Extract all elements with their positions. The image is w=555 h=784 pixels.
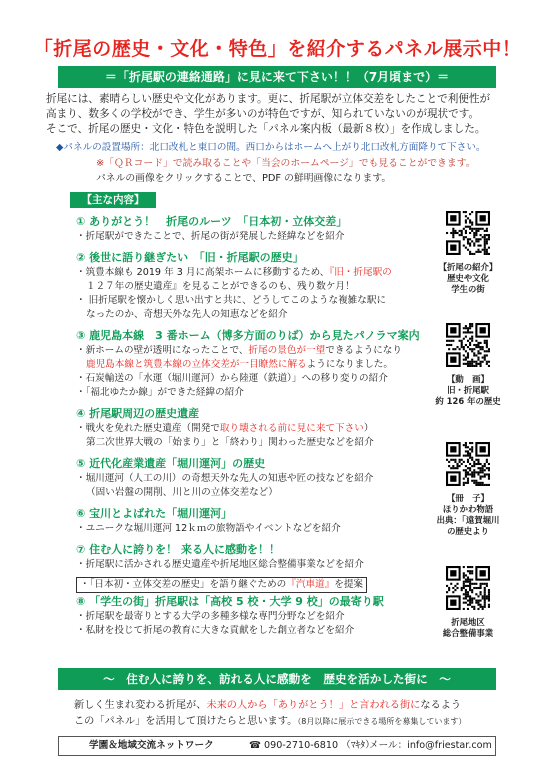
caption-line: 【動 画】 bbox=[447, 374, 489, 384]
closing-highlight: 未来の人から「ありがとう！」と言われる街に bbox=[206, 700, 421, 711]
qr-note bbox=[96, 156, 476, 186]
top-banner: ＝「折尾駅の連絡通路」に見に来て下さい！！（7月頃まで）＝ bbox=[58, 66, 496, 88]
list-item bbox=[76, 542, 367, 593]
item-text: を提案 bbox=[334, 579, 364, 590]
section-heading: 【主な内容】 bbox=[70, 192, 156, 208]
caption-line: ほりかわ物語 bbox=[442, 504, 494, 514]
item-heading: ⑤ 近代化産業遺産「堀川運河」の歴史 bbox=[76, 457, 266, 470]
caption-line: 総合整備事業 bbox=[442, 628, 494, 638]
list-item bbox=[76, 456, 373, 500]
item-heading: ④ 折尾駅周辺の歴史遺産 bbox=[76, 407, 200, 420]
caption-line: 歴史や文化 bbox=[447, 273, 489, 283]
intro-line: そこで、折尾の歴史・文化・特色を説明した「パネル案内板（最新８枚）」を作成しました。 bbox=[46, 123, 486, 135]
intro-line: 高まり、数多くの学校ができ、学生が多いのが特色ですが、知られていないのが現状です。 bbox=[46, 108, 480, 120]
intro-line: 折尾には、素晴らしい歴史や文化があります。更に、折尾駅が立体交差をしたことで利便性が bbox=[46, 93, 491, 105]
closing-line bbox=[74, 714, 466, 730]
qr-caption bbox=[418, 374, 518, 407]
caption-line: 折尾地区 bbox=[451, 617, 485, 627]
list-item bbox=[76, 594, 384, 638]
item-heading: ⑥ 宝川とよばれた「堀川運河」 bbox=[76, 507, 233, 520]
item-line: なったのか、奇想天外な先人の知恵などを紹介 bbox=[86, 309, 288, 320]
location-notice bbox=[56, 139, 486, 153]
qr-code-icon[interactable] bbox=[446, 211, 490, 255]
item-line bbox=[76, 358, 420, 372]
closing-text-part: なるよう bbox=[420, 700, 462, 711]
qr-caption bbox=[418, 493, 518, 537]
item-text: ・戦火を免れた歴史遺産（開発で bbox=[76, 423, 220, 434]
list-item bbox=[76, 214, 347, 244]
item-highlight: 『汽車道』 bbox=[286, 579, 335, 590]
qr-note-line: ※「ＱＲコード」で読み取ることや「当会のホームページ」でも見ることができます。 bbox=[96, 158, 476, 169]
item-line: ・折尾駅を最寄りとする大学の多種多様な専門分野などを紹介 bbox=[76, 611, 345, 622]
list-item bbox=[76, 406, 374, 450]
item-line bbox=[76, 422, 374, 436]
page-title: 「折尾の歴史・文化・特色」を紹介するパネル展示中！ bbox=[33, 38, 522, 60]
item-highlight: 折尾の景色が一望 bbox=[248, 345, 326, 356]
list-item bbox=[76, 506, 341, 536]
closing-note: （8月以降に展示できる場所を募集しています） bbox=[297, 717, 467, 726]
qr-caption bbox=[418, 262, 518, 295]
item-line: 第二次世界大戦の「始まり」と「終わり」関わった歴史などを紹介 bbox=[86, 437, 374, 448]
item-line: ・「福北ゆたか線」ができた経緯の紹介 bbox=[76, 387, 244, 398]
caption-line: 【折尾の紹介】 bbox=[438, 262, 498, 272]
item-heading: ③ 鹿児島本線 3 番ホーム（博多方面のりば）から見たパノラマ案内 bbox=[76, 329, 420, 342]
item-line: ・ユニークな堀川運河 12ｋｍの旅物語やイベントなどを紹介 bbox=[76, 523, 341, 534]
item-heading: ⑦ 住む人に誇りを！ 来る人に感動を！！ bbox=[76, 543, 280, 556]
item-line bbox=[76, 344, 420, 358]
list-item bbox=[76, 250, 392, 322]
item-highlight: 鹿児島本線と筑豊本線の立体交差が一目瞭然に解る bbox=[86, 359, 307, 370]
diamond-icon: ◆ bbox=[56, 142, 64, 153]
item-highlight: 取り壊される前に見に来て下さい bbox=[219, 423, 364, 434]
qr-code-icon[interactable] bbox=[446, 566, 490, 610]
phone-number[interactable]: ☎ 090-2710-6810 （ﾏｷﾀ） bbox=[249, 740, 375, 751]
closing-line bbox=[74, 698, 466, 714]
item-line bbox=[76, 266, 392, 280]
caption-line: 旧・折尾駅 bbox=[447, 385, 489, 395]
qr-note-line: パネルの画像をクリックすることで、PDF の鮮明画像になります。 bbox=[96, 173, 392, 184]
caption-line: 約 126 年の歴史 bbox=[435, 396, 501, 406]
intro-text bbox=[46, 92, 518, 137]
notice-text: パネルの設置場所：北口改札と東口の間。西口からはホームへ上がり北口改札方面降りて下さい。 bbox=[63, 142, 486, 153]
list-item bbox=[76, 328, 420, 400]
caption-line: 出典：「遠賀堀川 bbox=[436, 515, 500, 525]
item-heading: ⑧ 「学生の街」折尾駅は「高校 5 校・大学 9 校」の最寄り駅 bbox=[76, 595, 384, 608]
item-line: ・堀川運河（人工の川）の奇想天外な先人の知恵や匠の技などを紹介 bbox=[76, 473, 374, 484]
email-address[interactable]: メール：info@friestar.com bbox=[369, 740, 492, 751]
item-text: できるようになり bbox=[325, 345, 402, 356]
qr-caption bbox=[418, 617, 518, 639]
item-line: ・ 旧折尾駅を懐かしく思い出すと共に、どうしてこのような複雑な駅に bbox=[76, 295, 387, 306]
qr-code-icon[interactable] bbox=[446, 442, 490, 486]
item-line bbox=[76, 577, 367, 593]
item-heading: ② 後世に語り継ぎたい 「旧・折尾駅の歴史」 bbox=[76, 251, 304, 264]
closing-text bbox=[74, 698, 466, 730]
item-text: ・筑豊本線も 2019 年 3 月に高架ホームに移動するため、 bbox=[76, 267, 330, 278]
item-text: ） bbox=[363, 423, 374, 434]
item-text: ようになりました。 bbox=[306, 359, 393, 370]
closing-text-part: この「パネル」を活用して頂けたらと思います。 bbox=[74, 716, 298, 727]
item-line: ・折尾駅ができたことで、折尾の街が発展した経緯などを紹介 bbox=[76, 231, 345, 242]
org-name: 学園＆地域交流ネットワーク bbox=[89, 740, 214, 751]
caption-line: の歴史より bbox=[447, 526, 489, 536]
item-text: ・新ホームの壁が透明になったことで、 bbox=[76, 345, 249, 356]
closing-text-part: 新しく生まれ変わる折尾が、 bbox=[74, 700, 207, 711]
item-highlight: 『旧・折尾駅の bbox=[329, 267, 392, 278]
item-line: ・石炭輸送の「水運（堀川運河）から陸運（鉄道）」への移り変りの紹介 bbox=[76, 373, 388, 384]
item-heading: ① ありがとう！ 折尾のルーツ 「日本初・立体交差」 bbox=[76, 215, 348, 228]
item-text: ・「日本初・立体交差の歴史」を語り継ぐための bbox=[80, 579, 287, 590]
bottom-banner: ～ 住む人に誇りを、訪れる人に感動を 歴史を活かした街に ～ bbox=[58, 668, 496, 690]
caption-line: 【冊 子】 bbox=[447, 493, 489, 503]
item-line: １２７年の歴史遺産』を見ることができるのも、残り数ケ月！ bbox=[86, 281, 355, 292]
item-line: ・私財を投じて折尾の教育に大きな貢献をした創立者などを紹介 bbox=[76, 625, 355, 636]
qr-code-icon[interactable] bbox=[446, 323, 490, 367]
item-line: （固い岩盤の開削、川と川の立体交差など） bbox=[86, 487, 278, 498]
contact-footer bbox=[58, 736, 496, 756]
caption-line: 学生の街 bbox=[451, 284, 485, 294]
item-line: ・折尾駅に活かされる歴史遺産や折尾地区総合整備事業などを紹介 bbox=[76, 559, 364, 570]
